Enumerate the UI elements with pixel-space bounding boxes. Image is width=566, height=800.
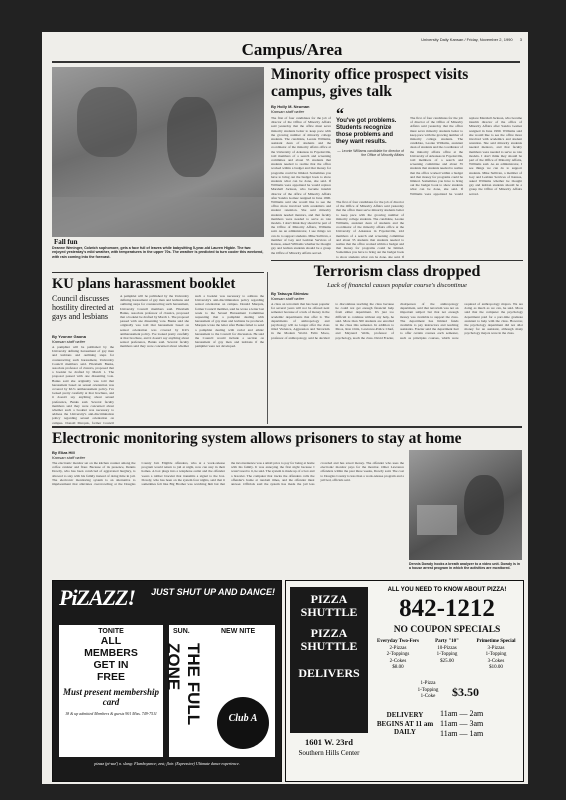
minority-byline-title: Kansan staff writer [271, 109, 305, 114]
terrorism-headline: Terrorism class dropped [313, 263, 481, 280]
page-number: 3 [519, 37, 522, 42]
tonite-line-4: FREE [96, 671, 125, 683]
special-primetime [472, 639, 520, 672]
coke-price: $3.50 [452, 685, 479, 699]
logo-line-2: SHUTTLE [300, 605, 358, 619]
section-title: Campus/Area [241, 40, 343, 59]
special-primetime-line: 3-Cokes [487, 658, 505, 664]
terrorism-byline [271, 291, 309, 301]
delivery-label: DELIVERY BEGINS AT 11 am DAILY [376, 711, 434, 736]
pizazz-title: PiZAZZ! [59, 585, 136, 610]
special-party10-title: Party "10" [435, 639, 459, 644]
pullquote-attribution: — Leonie Williams candidate for director of the Office of Minority Affairs [337, 149, 404, 158]
full-zone-text: THE FULL ZONE [164, 643, 203, 725]
electronic-body: The electronic monitor sat on the kitchen counter among the coffee canister and flour. Because of its presence, Dennis Dowdy, who has been convicted of aggravated burglary, is allowed to stay with his family instead of doing time in jail. The electronic monitoring system is an alternative to imprisonment that alleviates overcrowding at the Douglas County Jail. Eligible offenders, who at a work-release program would return to jail at night, now can stay in their homes. A box plugs into a telephone outlet and the offender wears a rubber bracelet that transmits a signal to the box. Dowdy, who has been on the system four nights, said that it sometimes felt like Big Brother was watching him but that the inconvenience was a small price to pay for being at home with his family. It was annoying the first night because I wasn't used to it, he said. The system is made up of a box and a bracelet. The computer that tracks the offenders calls the offender's home at random times, and the offender must answer. Officials said the system has made the jail less crowded and has saved money. The offender who uses the electronic monitor pays for the monitor. Other Lawrence offenders within the past three weeks, Dowdy said. The cost to Douglas County is less than a work-release program and a jail bed, officials said. [52, 461, 404, 487]
coke-deal-line: 1-Coke [420, 694, 436, 699]
minority-pullquote [336, 106, 404, 157]
member-note: Must present membership card [63, 687, 160, 707]
electronic-byline-title: Kansan staff writer [52, 455, 86, 460]
folio [342, 37, 522, 42]
special-twofers-price: $8.00 [392, 665, 404, 670]
terrorism-body: A class on terrorism that has been popular for several years will not be offered next semester because of a lack of money in the academic departments that offer it. The departments of anthropology and psychology will no longer offer the class titled Violence, Aggression and Terrorism in the Modern World. Felix Moos, professor of anthropology, said he decided to discontinue teaching the class because he could not get enough financial help from either department. It's just too difficult to continue without any help, he said. More than 300 students are enrolled in the class this semester. In addition to Moos, Ron Ortiz, Lawrence-Police Chief, and Maynard Wells, professor of psychology, teach the class. David Frazier, chairperson of the anthropology department, said that terrorism was not an important subject but that not enough money was available to support the class. The department has limited funds available to pay instructors and teaching assistants. Frazier said the department had to offer certain courses each semester, such as principles courses, which were required of anthropology majors. We are doing as much as we can, he said. Moos said that the computer the psychology department paid for a part-time graduate assistant to help with the class. However, the psychology department did not allot money for an assistant, although many psychology majors were in the class. [271, 302, 523, 340]
club-name: Club A [228, 713, 258, 724]
pizza-phone[interactable]: 842-1212 [399, 595, 495, 622]
pizza-shuttle-ad[interactable] [285, 580, 524, 782]
ku-headline: KU plans harassment booklet [52, 276, 236, 292]
tonite-line-3: GET IN [93, 659, 129, 671]
pizazz-ad[interactable] [52, 580, 282, 782]
dowdy-caption: Dennis Dowdy hooks a breath analyzer to a video unit. Dowdy is in a house arrest program in which the activities are monitored. [409, 562, 521, 571]
delivery-hours [440, 709, 520, 739]
special-party10-line: 10-Pizzas [437, 645, 457, 651]
ku-byline [52, 334, 86, 344]
terrorism-byline-name: By Tatsuya Shimizu [271, 291, 309, 296]
pizazz-sun-box [164, 625, 275, 757]
ku-body-col1: A pamphlet will be published by the University defining harassment of gay men and lesbians and outlining steps for counteracting such harassment, University Council members said. Elizabeth Banks, associate professor of classics, proposed that a booklet be drafted by March 1. The proposal passed with one dissenting vote. Banks said she originally was told that harassment based on sexual orientation was covered by KU's antiharassment policy. I've looked pretty carefully at that brochure, and it doesn't say anything about sexual preference, Banks said. Several faculty members said they were concerned about whether such a booklet was necessary to address the University's anti-discrimination policy regarding sexual orientation on campus. Donald Marquis, former Council [52, 345, 114, 425]
minority-body-col1: The first of four candidates for the job of director of the Office of Minority Affairs said yesterday that the office must serve minority students better to keep pace with the growing number of minority college students. The candidate, Leonie Williams, assistant dean of students and the coordinator of the minority affairs office at the University of Arkansas in Fayetteville, told members of a search and screening committee and about 35 students that students needed to realize that the office worked within a budget and that money for programs could be limited. Sometimes you have to bring out the budget book to show students what can be done, she said. If Williams were appointed he would replace Marshall Jackson, who became interim director of the office of Minority Affairs after Sandra Gomez resigned in June 1990. Williams said she would like to see the office more involved with academics and student retention. She said minority students needed mentors, and that faculty members were needed to serve as role models. I don't think they should be part of the Office of Minority Affairs, Williams said. As an administrator, I see things we can do to support students. Mike Sullivan, a member of Gay and Lesbian Services of Kansas, asked Williams whether he thought gay and lesbian students should be a group the Office of Minority Affairs served. [271, 116, 331, 255]
minority-body-col2: The first of four candidates for the job of director of the Office of Minority Affairs said yesterday that the office must serve minority students better to keep pace with the growing number of minority college students. The candidate, Leonie Williams, assistant dean of students and the coordinator of the minority affairs office at the University of Arkansas in Fayetteville, told members of a search and screening committee and about 35 students that students needed to realize that the office worked within a budget and that money for programs could be limited. Sometimes you have to bring out the budget book to show students what can be done, she said. If [336, 200, 404, 258]
sun-label: SUN. [173, 628, 190, 635]
newspaper-page [42, 32, 528, 784]
minority-headline: Minority office prospect visits campus, gives talk [271, 66, 469, 100]
coke-deal-line: 1-Topping [417, 687, 439, 693]
special-primetime-line: 1-Topping [485, 652, 507, 657]
special-primetime-line: 3-Pizzas [487, 645, 505, 651]
shuttle-center: Southern Hills Center [298, 749, 360, 757]
special-party10-line: 1-Topping [436, 652, 458, 657]
special-twofers-line: 2-Toppings [386, 652, 410, 657]
logo-line-5: DELIVERS [298, 666, 360, 680]
ku-byline-title: Kansan staff writer [52, 339, 86, 344]
dowdy-photo [409, 450, 522, 560]
shuttle-address: 1601 W. 23rd [305, 737, 353, 747]
special-twofers-line: 2-Pizzas [389, 645, 407, 651]
hours-line: 11am — 1am [440, 729, 484, 738]
special-twofers [374, 639, 422, 672]
pizazz-slogan: JUST SHUT UP AND DANCE! [151, 587, 275, 597]
fall-fun-photo [52, 67, 264, 237]
pizazz-tonite-box [59, 625, 163, 757]
electronic-byline [52, 450, 85, 460]
photo-caption: Deanne Weninger, Colwich sophomore, gets a face full of leaves while babysitting 5-year-old Lauren Higbie. The two enjoyed yesterday's mild weather, with temperatures in the upper 70s. The weather is predicted to turn cooler this weekend, with rain coming into the forecast. [52, 246, 264, 259]
logo-line-1: PIZZA [310, 592, 348, 606]
minority-body-col3: The first of four candidates for the job of director of the Office of Minority Affairs said yesterday that the office must serve minority students better to keep pace with the growing number of minority college students. The candidate, Leonie Williams, assistant dean of students and the coordinator of the minority affairs office at the University of Arkansas in Fayetteville, told members of a search and screening committee and about 35 students that students needed to realize that the office worked within a budget and that money for programs could be limited. Sometimes you have to bring out the budget book to show students what can be done, she said. If Williams were appointed he would replace Marshall Jackson, who became interim director of the office of Minority Affairs after Sandra Gomez resigned in June 1990. Williams said she would like to see the office more involved with academics and student retention. She said minority students needed mentors, and that faculty members were needed to serve as role models. I don't think they should be part of the Office of Minority Affairs, Williams said. As an administrator, I see things we can do to support students. Mike Sullivan, a member of Gay and Lesbian Services of Kansas, asked Williams whether he thought gay and lesbian students should be a group the Office of Minority Affairs served. [410, 116, 522, 196]
electronic-byline-name: By Eliza Hill [52, 450, 75, 455]
hours-line: 11am — 3am [440, 719, 484, 728]
pizazz-footer: pizazz (pi-zaz') n. slang: Flamboyance; zest; flair. (Expressive) Ultimate dance experience. [94, 761, 240, 766]
tonite-line-2: MEMBERS [84, 647, 138, 659]
minority-byline [271, 104, 309, 114]
tonite-label: TONITE [98, 628, 124, 635]
coke-deal [406, 681, 450, 701]
special-primetime-price: $10.00 [489, 665, 503, 670]
special-party10-price: $25.00 [440, 658, 454, 664]
special-twofers-line: 2-Cokes [389, 658, 407, 664]
coupon-banner: NO COUPON SPECIALS [393, 625, 501, 635]
ku-body-col2: A pamphlet will be published by the University defining harassment of gay men and lesbians and outlining steps for counteracting such harassment, University Council members said. Elizabeth Banks, associate professor of classics, proposed that a booklet be drafted by March 1. The proposal passed with one dissenting vote. Banks said she originally was told that harassment based on sexual orientation was covered by KU's antiharassment policy. I've looked pretty carefully at that brochure, and it doesn't say anything about sexual preference, Banks said. Several faculty members said they were concerned about whether such a booklet was necessary to address the University's anti-discrimination policy regarding sexual orientation on campus. Donald Marquis, former Council member, said he wrote a letter last week to the Sexual Harassment Committee requesting that a pamphlet dealing with harassment of gay men and lesbians be produced. Marquis wrote the letter after Banks failed to send a pamphlet dealing with racial and ethnic harassment to the Council for discussion. He said the Council would include a section on harassment of gay men and lesbians if the pamphlet were not developed. [120, 294, 264, 349]
age-note: 18 & up admitted Members & guests 901 Miss. 749-7511 [65, 711, 157, 716]
special-twofers-title: Everyday Two-Fers [377, 639, 419, 644]
ku-byline-name: By Yvonne Gaona [52, 334, 86, 339]
terrorism-deck: Lack of financial causes popular course's discontinue [327, 282, 467, 289]
minority-byline-name: By Holly M. Neuman [271, 104, 310, 109]
photo-tag: Fall fun [54, 238, 78, 246]
pizza-banner: ALL YOU NEED TO KNOW ABOUT PIZZA! [387, 587, 507, 593]
terrorism-byline-title: Kansan staff writer [271, 296, 305, 301]
pullquote-text: You've got problems. Students recognize those problems and they want results. [336, 118, 397, 145]
new-nite: NEW NITE [221, 628, 256, 635]
special-primetime-title: Primetime Special [476, 639, 516, 644]
special-party10 [423, 639, 471, 665]
pizza-shuttle-logo [290, 587, 368, 733]
electronic-headline: Electronic monitoring system allows prisoners to stay at home [52, 430, 462, 447]
hours-line: 11am — 2am [440, 709, 484, 718]
logo-line-4: SHUTTLE [300, 639, 358, 653]
ku-deck: Council discusses hostility directed at gays and lesbians [52, 294, 114, 321]
coke-deal-line: 1-Pizza [420, 681, 436, 686]
quote-mark-icon: “ [336, 106, 344, 123]
folio-text: University Daily Kansan / Friday, November 2, 1990 [421, 37, 513, 42]
logo-line-3: PIZZA [310, 626, 348, 640]
tonite-line-1: ALL [100, 635, 122, 647]
